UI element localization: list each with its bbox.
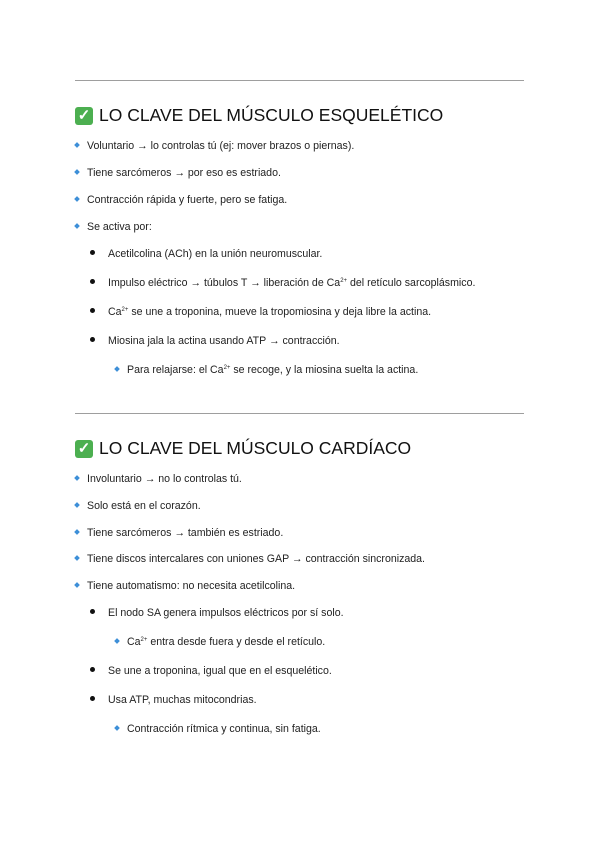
list-item-text: Tiene sarcómeros → también es estriado. bbox=[87, 527, 284, 539]
list-item-text: entra desde fuera y desde el retículo. bbox=[147, 636, 326, 648]
list-item-text: Acetilcolina (ACh) en la unión neuromuscular. bbox=[108, 248, 323, 260]
heading-text: LO CLAVE DEL MÚSCULO ESQUELÉTICO bbox=[99, 105, 444, 125]
sub-sub-list-item bbox=[115, 364, 418, 377]
disc-bullet-icon bbox=[90, 308, 95, 313]
list-item-text: Ca bbox=[127, 636, 141, 648]
disc-bullet-icon bbox=[90, 279, 95, 284]
disc-bullet-icon bbox=[90, 337, 95, 342]
list-item-text: se une a troponina, mueve la tropomiosina y deja libre la actina. bbox=[128, 306, 432, 318]
ion-charge: 2+ bbox=[340, 278, 348, 284]
section-heading-cardiac bbox=[75, 438, 411, 459]
list-item-text: Tiene automatismo: no necesita acetilcolina. bbox=[87, 580, 296, 592]
list-item-text: Contracción rítmica y continua, sin fatiga. bbox=[127, 723, 321, 735]
sub-list-item bbox=[90, 306, 431, 319]
list-item-text: Se une a troponina, igual que en el esquelético. bbox=[108, 665, 332, 677]
list-item bbox=[75, 553, 425, 566]
list-item bbox=[75, 500, 201, 513]
check-mark-icon: ✓ bbox=[75, 107, 93, 125]
diamond-bullet-icon bbox=[74, 475, 80, 481]
list-item-text: Involuntario → no lo controlas tú. bbox=[87, 473, 242, 485]
divider-middle bbox=[75, 413, 524, 414]
list-item-text: Se activa por: bbox=[87, 221, 152, 233]
list-item bbox=[75, 167, 281, 180]
diamond-bullet-icon bbox=[74, 529, 80, 535]
section-heading-skeletal bbox=[75, 105, 443, 126]
list-item-text: Miosina jala la actina usando ATP → contracción. bbox=[108, 335, 340, 347]
divider-top bbox=[75, 80, 524, 81]
diamond-bullet-icon bbox=[114, 638, 120, 644]
disc-bullet-icon bbox=[90, 696, 95, 701]
diamond-bullet-icon bbox=[74, 142, 80, 148]
diamond-bullet-icon bbox=[74, 169, 80, 175]
list-item-text: Voluntario → lo controlas tú (ej: mover brazos o piernas). bbox=[87, 140, 355, 152]
list-item-text: Para relajarse: el Ca bbox=[127, 364, 224, 376]
list-item-text: El nodo SA genera impulsos eléctricos por sí solo. bbox=[108, 607, 344, 619]
sub-list-item bbox=[90, 335, 340, 348]
diamond-bullet-icon bbox=[74, 223, 80, 229]
list-item-text: del retículo sarcoplásmico. bbox=[347, 277, 476, 289]
sub-list-item bbox=[90, 248, 322, 261]
sub-list-item bbox=[90, 665, 332, 678]
sub-list-item bbox=[90, 694, 257, 707]
diamond-bullet-icon bbox=[114, 725, 120, 731]
list-item-text: Tiene sarcómeros → por eso es estriado. bbox=[87, 167, 281, 179]
diamond-bullet-icon bbox=[74, 196, 80, 202]
list-item-text: se recoge, y la miosina suelta la actina. bbox=[230, 364, 419, 376]
sub-sub-list-item bbox=[115, 723, 321, 736]
diamond-bullet-icon bbox=[74, 582, 80, 588]
diamond-bullet-icon bbox=[74, 555, 80, 561]
list-item bbox=[75, 580, 295, 593]
list-item bbox=[75, 473, 242, 486]
check-mark-icon: ✓ bbox=[75, 440, 93, 458]
disc-bullet-icon bbox=[90, 250, 95, 255]
ion-charge: 2+ bbox=[140, 637, 148, 643]
disc-bullet-icon bbox=[90, 667, 95, 672]
list-item-text: Contracción rápida y fuerte, pero se fatiga. bbox=[87, 194, 288, 206]
diamond-bullet-icon bbox=[114, 366, 120, 372]
heading-text: LO CLAVE DEL MÚSCULO CARDÍACO bbox=[99, 438, 412, 458]
list-item bbox=[75, 140, 354, 153]
ion-charge: 2+ bbox=[223, 365, 231, 371]
sub-list-item bbox=[90, 277, 475, 290]
ion-charge: 2+ bbox=[121, 307, 129, 313]
diamond-bullet-icon bbox=[74, 502, 80, 508]
list-item-text: Usa ATP, muchas mitocondrias. bbox=[108, 694, 257, 706]
list-item bbox=[75, 194, 287, 207]
disc-bullet-icon bbox=[90, 609, 95, 614]
list-item bbox=[75, 221, 152, 234]
sub-sub-list-item bbox=[115, 636, 325, 649]
list-item-text: Impulso eléctrico → túbulos T → liberación de Ca bbox=[108, 277, 341, 289]
list-item-text: Solo está en el corazón. bbox=[87, 500, 201, 512]
list-item-text: Ca bbox=[108, 306, 122, 318]
sub-list-item bbox=[90, 607, 344, 620]
list-item bbox=[75, 527, 283, 540]
list-item-text: Tiene discos intercalares con uniones GAP → contracción sincronizada. bbox=[87, 553, 425, 565]
